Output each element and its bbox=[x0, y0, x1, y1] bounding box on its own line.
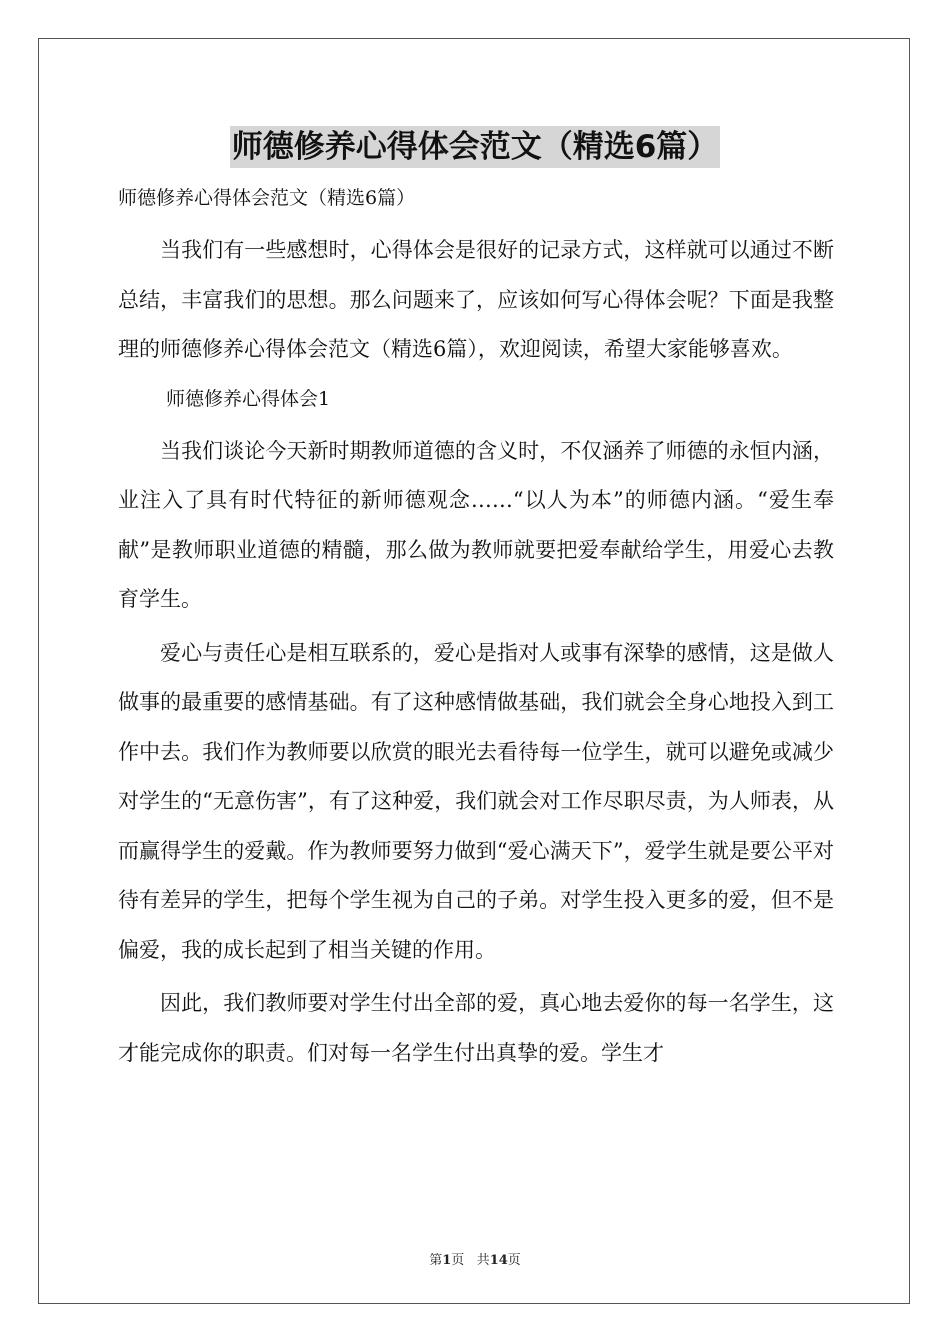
body-paragraph: 当我们谈论今天新时期教师道德的含义时，不仅涵养了师德的永恒内涵，业注入了具有时代特征的新师德观念……“以人为本”的师德内涵。“爱生奉献”是教师职业道德的精髓，那么做为教师就要把爱奉献给学生，用爱心去教育学生。 bbox=[118, 438, 834, 611]
title-container bbox=[0, 126, 950, 168]
document-body bbox=[118, 178, 834, 1082]
body-paragraph: 因此，我们教师要对学生付出全部的爱，真心地去爱你的每一名学生，这才能完成你的职责。们对每一名学生付出真挚的爱。学生才 bbox=[118, 991, 834, 1065]
intro-paragraph: 当我们有一些感想时，心得体会是很好的记录方式，这样就可以通过不断总结，丰富我们的思想。那么问题来了，应该如何写心得体会呢？下面是我整理的师德修养心得体会范文（精选6篇），欢迎阅读，希望大家能够喜欢。 bbox=[118, 238, 834, 361]
page-prefix: 第 bbox=[429, 1253, 443, 1268]
body-paragraph: 爱心与责任心是相互联系的，爱心是指对人或事有深挚的感情，这是做人做事的最重要的感情基础。有了这种感情做基础，我们就会全身心地投入到工作中去。我们作为教师要以欣赏的眼光去看待每一位学生，就可以避免或减少对学生的“无意伤害”，有了这种爱，我们就会对工作尽职尽责，为人师表，从而赢得学生的爱戴。作为教师要努力做到“爱心满天下”，爱学生就是要公平对待有差异的学生，把每个学生视为自己的子弟。对学生投入更多的爱，但不是偏爱，我的成长起到了相当关键的作用。 bbox=[118, 640, 834, 962]
document-subtitle: 师德修养心得体会范文（精选6篇） bbox=[118, 187, 416, 209]
total-suffix: 页 bbox=[507, 1253, 521, 1268]
total-prefix: 共 bbox=[476, 1253, 490, 1268]
total-pages: 14 bbox=[489, 1253, 508, 1268]
document-title: 师德修养心得体会范文（精选6篇） bbox=[230, 126, 721, 168]
page-footer bbox=[0, 1249, 950, 1268]
page-suffix: 页 bbox=[451, 1253, 465, 1268]
page-number: 1 bbox=[442, 1253, 452, 1268]
section-heading: 师德修养心得体会1 bbox=[166, 387, 331, 410]
